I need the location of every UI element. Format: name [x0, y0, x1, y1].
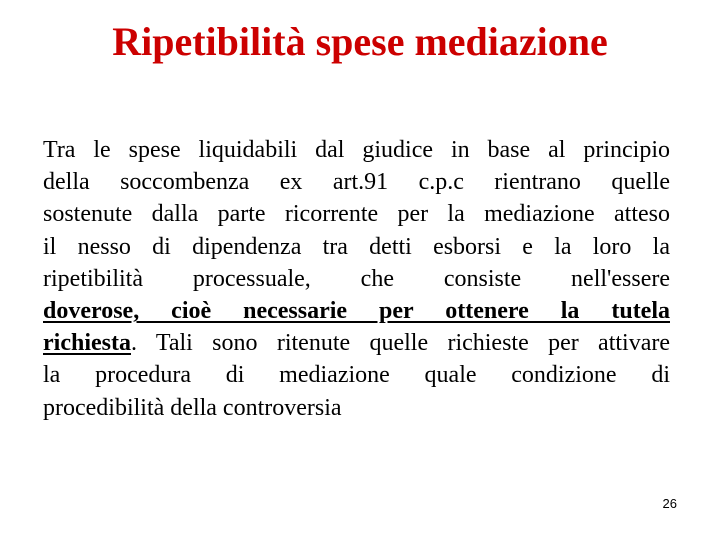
emphasized-text: doverose, cioè necessarie per ottenere la tutela [43, 297, 670, 324]
body-text: . Tali sono ritenute quelle richieste per attivare [130, 330, 670, 357]
slide-title: Ripetibilità spese mediazione [112, 19, 608, 64]
slide-body [43, 134, 670, 424]
body-line: il nesso di dipendenza tra detti esborsi e la loro la [43, 233, 670, 260]
body-line [43, 327, 670, 359]
body-line: della soccombenza ex art.91 c.p.c rientrano quelle [43, 169, 670, 196]
body-line: la procedura di mediazione quale condizione di [43, 362, 670, 389]
body-line: Tra le spese liquidabili dal giudice in base al principio [43, 137, 670, 163]
page-number: 26 [662, 496, 677, 511]
body-line: procedibilità della controversia [43, 394, 342, 421]
emphasized-text-tail: richiesta [43, 330, 131, 357]
body-line: sostenute dalla parte ricorrente per la mediazione atteso [43, 201, 670, 228]
emphasis-line [43, 295, 670, 327]
body-line: ripetibilità processuale, che consiste nell'essere [43, 265, 670, 292]
